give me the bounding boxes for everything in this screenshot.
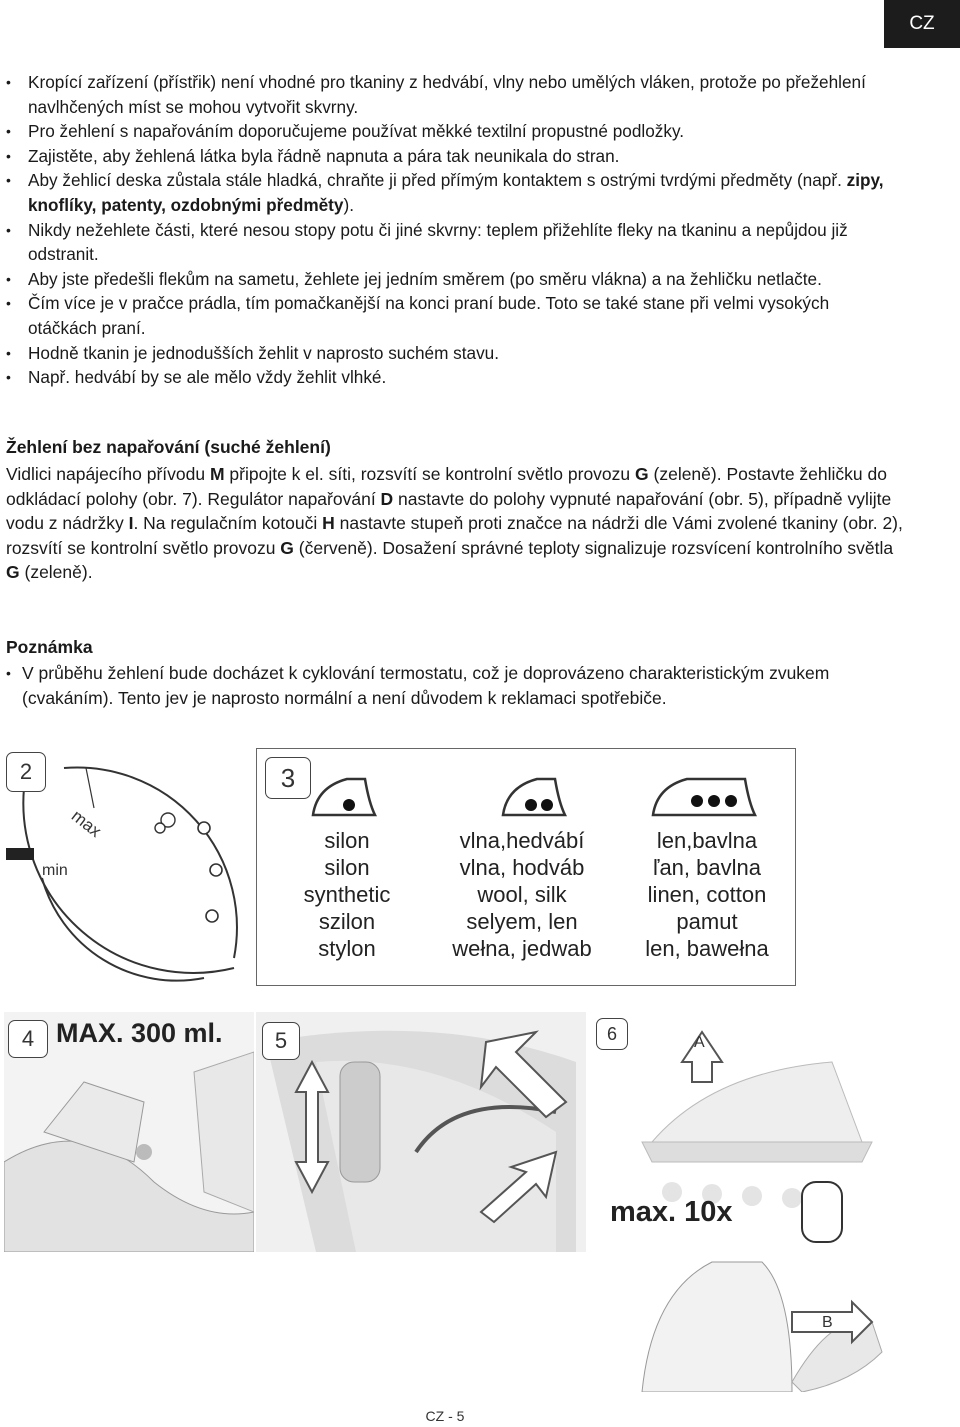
note-list (6, 661, 886, 710)
max-uses-label: max. 10x (610, 1196, 733, 1228)
iron-icons (257, 749, 797, 839)
list-item: • Např. hedvábí by se ale mělo vždy žehlit vlhké. (6, 365, 896, 390)
fabric-column-1: silon silon synthetic szilon stylon (303, 828, 391, 961)
arrow-b-label: B (822, 1314, 833, 1331)
arrow-a-label: A (694, 1034, 705, 1051)
max-label: max (67, 806, 105, 841)
figure-5-steam-regulator (256, 1012, 586, 1252)
max-volume-label: MAX. 300 ml. (56, 1018, 223, 1048)
iron-3-dots-icon (653, 779, 755, 815)
figure-6-vertical-steam (592, 1012, 892, 1392)
figure-number: 2 (6, 752, 46, 792)
bullet-text: ). (343, 194, 354, 215)
bullet-text: Aby žehlicí deska zůstala stále hladká, chraňte ji před přímým kontaktem s ostrými tvrdými předměty (např. (28, 170, 847, 191)
figure-number: 4 (8, 1020, 48, 1058)
language-tab: CZ (884, 0, 960, 48)
figure-number: 5 (262, 1022, 300, 1060)
page-number: CZ - 5 (425, 1408, 465, 1424)
figure-number: 3 (265, 757, 311, 799)
list-item: • Čím více je v pračce prádla, tím pomačkanější na konci praní bude. Toto se také stane při velmi vysokých otáčkách praní. (6, 291, 896, 340)
list-item (6, 168, 896, 217)
list-item: • Nikdy nežehlete části, které nesou stopy potu či jiné skvrny: teplem přižehlíte fleky na tkaninu a nepůjdou již odstranit. (6, 218, 896, 267)
list-item: • Pro žehlení s napařováním doporučujeme používat měkké textilní propustné podložky. (6, 119, 896, 144)
figure-2-dial (4, 748, 252, 986)
list-item: • Kropící zařízení (přístřik) není vhodné pro tkaniny z hedvábí, vlny nebo umělých vláken, protože po přežehlení navlhčených míst se mohou vytvořit skvrny. (6, 70, 896, 119)
figure-3-fabric-table (256, 748, 796, 986)
figure-number: 6 (596, 1018, 628, 1050)
tips-list (6, 70, 896, 390)
min-label: min (42, 862, 68, 879)
fabric-column-3: len,bavlna ľan, bavlna linen, cotton pamut len, bawełna (645, 828, 769, 961)
bullet-bold-text: zipy, knoflíky, patenty, ozdobnými předměty (28, 170, 884, 215)
list-item: • Hodně tkanin je jednodušších žehlit v naprosto suchém stavu. (6, 341, 896, 366)
section-title: Žehlení bez napařování (suché žehlení) (6, 437, 331, 457)
note-title: Poznámka (6, 637, 93, 657)
figure-4-filling (4, 1012, 254, 1252)
list-item: • Zajistěte, aby žehlená látka byla řádně napnuta a pára tak neunikala do stran. (6, 144, 896, 169)
list-item: • V průběhu žehlení bude docházet k cyklování termostatu, což je doprovázeno charakteristickým zvukem (cvakáním). Tento jev je naprosto normální a není důvodem k reklamaci spotřebiče. (6, 661, 886, 710)
iron-2-dots-icon (503, 779, 565, 815)
fabric-column-2: vlna,hedvábí vlna, hodváb wool, silk selyem, len wełna, jedwab (452, 828, 592, 961)
section-paragraph: Vidlici napájecího přívodu M připojte k el. síti, rozsvítí se kontrolní světlo provozu G (zeleně). Postavte žehličku do odkládací polohy (obr. 7). Regulátor napařování D nastavte do polohy vypnuté napařování (obr. 5), případně vylijte vodu z nádržky I. Na regulačním kotouči H nastavte stupeň proti značce na nádrži dle Vámi zvolené tkaniny (obr. 2), rozsvítí se kontrolní světlo provozu G (červeně). Dosažení správné teploty signalizuje rozsvícení kontrolního světla G (zeleně). (6, 464, 903, 583)
list-item: • Aby jste předešli flekům na sametu, žehlete jej jedním směrem (po směru vlákna) a na žehličku netlačte. (6, 267, 896, 292)
iron-1-dot-icon (313, 779, 375, 815)
regulator-illustration (256, 1012, 586, 1252)
